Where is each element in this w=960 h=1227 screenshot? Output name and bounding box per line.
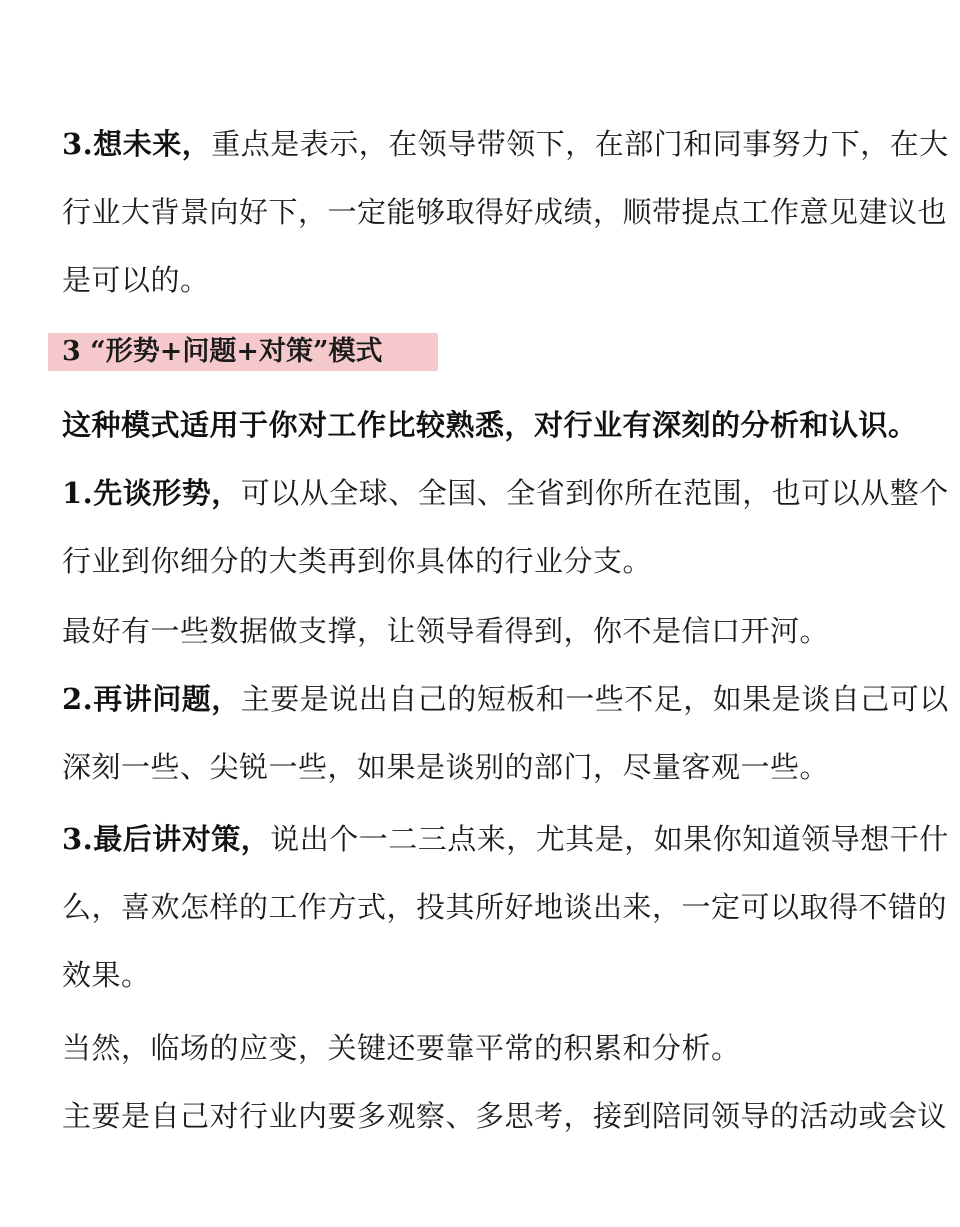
paragraph-improvisation (62, 1014, 902, 1082)
text-line: 行业到你细分的大类再到你具体的行业分支。 (62, 544, 653, 578)
text-line (62, 805, 949, 873)
text-line: 效果。 (62, 958, 151, 992)
text-line: 行业大背景向好下，一定能够取得好成绩，顺带提点工作意见建议也 (62, 195, 948, 229)
point-lead: 2.再讲问题， (62, 682, 241, 716)
paragraph-observe (62, 1082, 948, 1150)
point-text: 重点是表示，在领导带领下，在部门和同事努力下，在大 (211, 127, 949, 161)
point-text: 主要是说出自己的短板和一些不足，如果是谈自己可以 (240, 682, 949, 716)
text-line (62, 459, 949, 527)
point-lead: 3.想未来， (62, 127, 212, 161)
paragraph-countermeasures (62, 805, 949, 1009)
paragraph-data-support (62, 597, 902, 665)
text-line: 这种模式适用于你对工作比较熟悉，对行业有深刻的分析和认识。 (62, 408, 918, 442)
point-lead: 3.最后讲对策， (62, 822, 271, 856)
section-heading: 3 “形势+问题+对策”模式 (62, 336, 383, 367)
point-text: 说出个一二三点来，尤其是，如果你知道领导想干什 (270, 822, 949, 856)
point-lead: 1.先谈形势， (62, 476, 241, 510)
text-line: 最好有一些数据做支撑，让领导看得到，你不是信口开河。 (62, 614, 830, 648)
paragraph-problems (62, 665, 949, 801)
paragraph-think-future (62, 110, 949, 314)
text-line (62, 665, 949, 733)
text-line: 是可以的。 (62, 263, 210, 297)
paragraph-situation (62, 459, 949, 595)
point-text: 可以从全球、全国、全省到你所在范围，也可以从整个 (240, 476, 949, 510)
text-line (62, 110, 949, 178)
text-line: 主要是自己对行业内要多观察、多思考，接到陪同领导的活动或会议 (62, 1099, 948, 1133)
paragraph-mode-intro (62, 391, 918, 459)
text-line: 当然，临场的应变，关键还要靠平常的积累和分析。 (62, 1031, 741, 1065)
text-line: 深刻一些、尖锐一些，如果是谈别的部门，尽量客观一些。 (62, 750, 830, 784)
text-line: 么，喜欢怎样的工作方式，投其所好地谈出来，一定可以取得不错的 (62, 890, 948, 924)
